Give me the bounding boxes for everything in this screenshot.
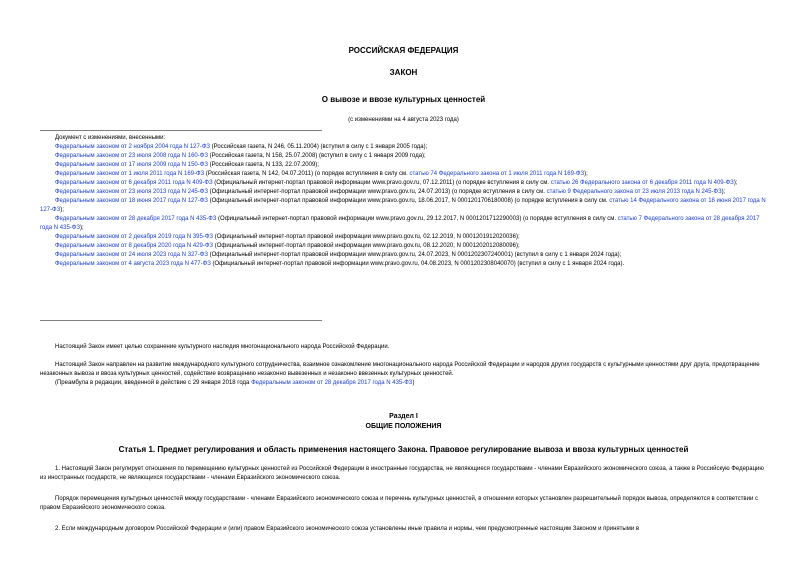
change-item: Федеральным законом от 4 августа 2023 года N 477-ФЗ (Официальный интернет-портал правовой информации www.pravo.gov.ru, 04.08.2023, N 0001202308040070) (вступил в силу с 1 января 2024 года). — [55, 261, 625, 267]
edition-note: (с изменениями на 4 августа 2023 года) — [348, 117, 459, 123]
bottom-divider — [40, 320, 322, 321]
law-link[interactable]: Федеральным законом от 28 декабря 2017 года N 435-ФЗ — [55, 216, 217, 222]
law-heading: ЗАКОН — [389, 68, 418, 77]
change-item: Федеральным законом от 2 ноября 2004 года N 127-ФЗ (Российская газета, N 246, 05.11.2004) (вступил в силу с 1 января 2005 года); — [55, 144, 428, 150]
law-link[interactable]: Федеральным законом от 1 июля 2011 года N 169-ФЗ — [55, 171, 205, 177]
article-body — [40, 465, 770, 534]
law-link[interactable]: Федеральным законом от 28 декабря 2017 года N 435-ФЗ — [251, 380, 413, 386]
article-paragraph: 1. Настоящий Закон регулирует отношения по перемещению культурных ценностей из Российской Федерации в иностранные государства, не являющиеся государствами - членами Евразийского экономического союза, а также в Российскую Федерацию из иностранных государств, не являющихся государствами - членами Евразийского экономического союза. — [40, 466, 764, 481]
article-paragraph: 2. Если международным договором Российской Федерации и (или) правом Евразийского экономического союза установлены иные правила и нормы, чем предусмотренные настоящим Законом и принятыми в — [55, 526, 640, 532]
preamble-note: (Преамбула в редакции, введенной в действие с 29 января 2018 года Федеральным законом от 28 декабря 2017 года N 435-ФЗ) — [55, 380, 415, 386]
preamble-paragraph: Настоящий Закон имеет целью сохранение культурного наследия многонационального народа Российской Федерации. — [55, 344, 390, 350]
change-item: Федеральным законом от 17 июля 2009 года N 150-ФЗ (Российская газета, N 133, 22.07.2009); — [55, 162, 319, 168]
law-link[interactable]: Федеральным законом от 23 июля 2008 года N 160-ФЗ — [55, 153, 208, 159]
federation-heading: РОССИЙСКАЯ ФЕДЕРАЦИЯ — [348, 46, 459, 55]
change-item: Федеральным законом от 18 июня 2017 года N 127-ФЗ (Официальный интернет-портал правовой информации www.pravo.gov.ru, 18.06.2017, N 0001201706180008) (о порядке вступления в силу см. статью 14 Федерального закона от 18 июня 2017 года N 127-ФЗ); — [40, 198, 766, 213]
change-item: Федеральным законом от 6 декабря 2011 года N 409-ФЗ (Официальный интернет-портал правовой информации www.pravo.gov.ru, 07.12.2011) (о порядке вступления в силу см. статью 26 Федерального закона от 6 декабря 2011 года N 409-ФЗ); — [55, 180, 738, 186]
preamble-paragraph: Настоящий Закон направлен на развитие международного культурного сотрудничества, взаимное ознакомление многонационального народа Российской Федерации и народов других государств с культурными ценностями друг друга, предотвращение незаконных вывоза и ввоза культурных ценностей, содействие возвращению незаконно вывезенных и незаконно ввезенных культурных ценностей. — [40, 362, 760, 377]
change-item: Федеральным законом от 1 июля 2011 года N 169-ФЗ (Российская газета, N 142, 04.07.2011) (о порядке вступления в силу см. статью 74 Федерального закона от 1 июля 2011 года N 169-ФЗ); — [55, 171, 588, 177]
change-item: Федеральным законом от 28 декабря 2017 года N 435-ФЗ (Официальный интернет-портал правовой информации www.pravo.gov.ru, 29.12.2017, N 0001201712290003) (о порядке вступления в силу см. статью 7 Федерального закона от 28 декабря 2017 года N 435-ФЗ); — [40, 216, 760, 231]
section-label: Раздел I — [389, 413, 418, 420]
section-name: ОБЩИЕ ПОЛОЖЕНИЯ — [365, 423, 442, 430]
article-paragraph: Порядок перемещения культурных ценностей между государствами - членами Евразийского экономического союза и перечень культурных ценностей, в отношении которых установлен разрешительный порядок вывоза, определяются в соответствии с правом Евразийского экономического союза. — [40, 496, 758, 511]
article-title: Статья 1. Предмет регулирования и область применения настоящего Закона. Правовое регулирование вывоза и ввоза культурных ценностей — [118, 445, 689, 454]
change-item: Федеральным законом от 24 июля 2023 года N 327-ФЗ (Официальный интернет-портал правовой информации www.pravo.gov.ru, 24.07.2023, N 0001202307240001) (вступил в силу с 1 января 2024 года); — [55, 252, 622, 258]
law-link[interactable]: Федеральным законом от 2 ноября 2004 года N 127-ФЗ — [55, 144, 211, 150]
changes-list — [40, 134, 770, 269]
law-link[interactable]: Федеральным законом от 23 июля 2013 года N 245-ФЗ — [55, 189, 208, 195]
article-link[interactable]: статью 9 Федерального закона от 23 июля 2013 года N 245-ФЗ — [546, 189, 722, 195]
law-link[interactable]: Федеральным законом от 8 декабря 2020 года N 429-ФЗ — [55, 243, 214, 249]
article-link[interactable]: статью 14 Федерального закона от 18 июня 2017 года N 127-ФЗ — [40, 198, 766, 213]
law-link[interactable]: Федеральным законом от 18 июня 2017 года N 127-ФЗ — [55, 198, 208, 204]
law-link[interactable]: Федеральным законом от 4 августа 2023 года N 477-ФЗ — [55, 261, 211, 267]
change-item: Федеральным законом от 8 декабря 2020 года N 429-ФЗ (Официальный интернет-портал правовой информации www.pravo.gov.ru, 08.12.2020, N 0001202012080096); — [55, 243, 520, 249]
change-item: Федеральным законом от 23 июля 2013 года N 245-ФЗ (Официальный интернет-портал правовой информации www.pravo.gov.ru, 24.07.2013) (о порядке вступления в силу см. статью 9 Федерального закона от 23 июля 2013 года N 245-ФЗ); — [55, 189, 726, 195]
article-link[interactable]: статью 74 Федерального закона от 1 июля 2011 года N 169-ФЗ — [409, 171, 585, 177]
change-item: Федеральным законом от 2 декабря 2019 года N 395-ФЗ (Официальный интернет-портал правовой информации www.pravo.gov.ru, 02.12.2019, N 0001201912020036); — [55, 234, 520, 240]
article-link[interactable]: статью 7 Федерального закона от 28 декабря 2017 года N 435-ФЗ — [40, 216, 760, 231]
article-link[interactable]: статью 26 Федерального закона от 6 декабря 2011 года N 409-ФЗ — [550, 180, 734, 186]
law-link[interactable]: Федеральным законом от 6 декабря 2011 года N 409-ФЗ — [55, 180, 213, 186]
law-link[interactable]: Федеральным законом от 24 июля 2023 года N 327-ФЗ — [55, 252, 208, 258]
law-link[interactable]: Федеральным законом от 2 декабря 2019 года N 395-ФЗ — [55, 234, 214, 240]
preamble — [40, 343, 770, 388]
top-divider — [40, 130, 322, 131]
change-item: Федеральным законом от 23 июля 2008 года N 160-ФЗ (Российская газета, N 158, 25.07.2008) (вступил в силу с 1 января 2009 года); — [55, 153, 426, 159]
law-link[interactable]: Федеральным законом от 17 июля 2009 года N 150-ФЗ — [55, 162, 208, 168]
changes-intro: Документ с изменениями, внесенными: — [55, 135, 166, 141]
law-title: О вывозе и ввозе культурных ценностей — [321, 95, 486, 104]
